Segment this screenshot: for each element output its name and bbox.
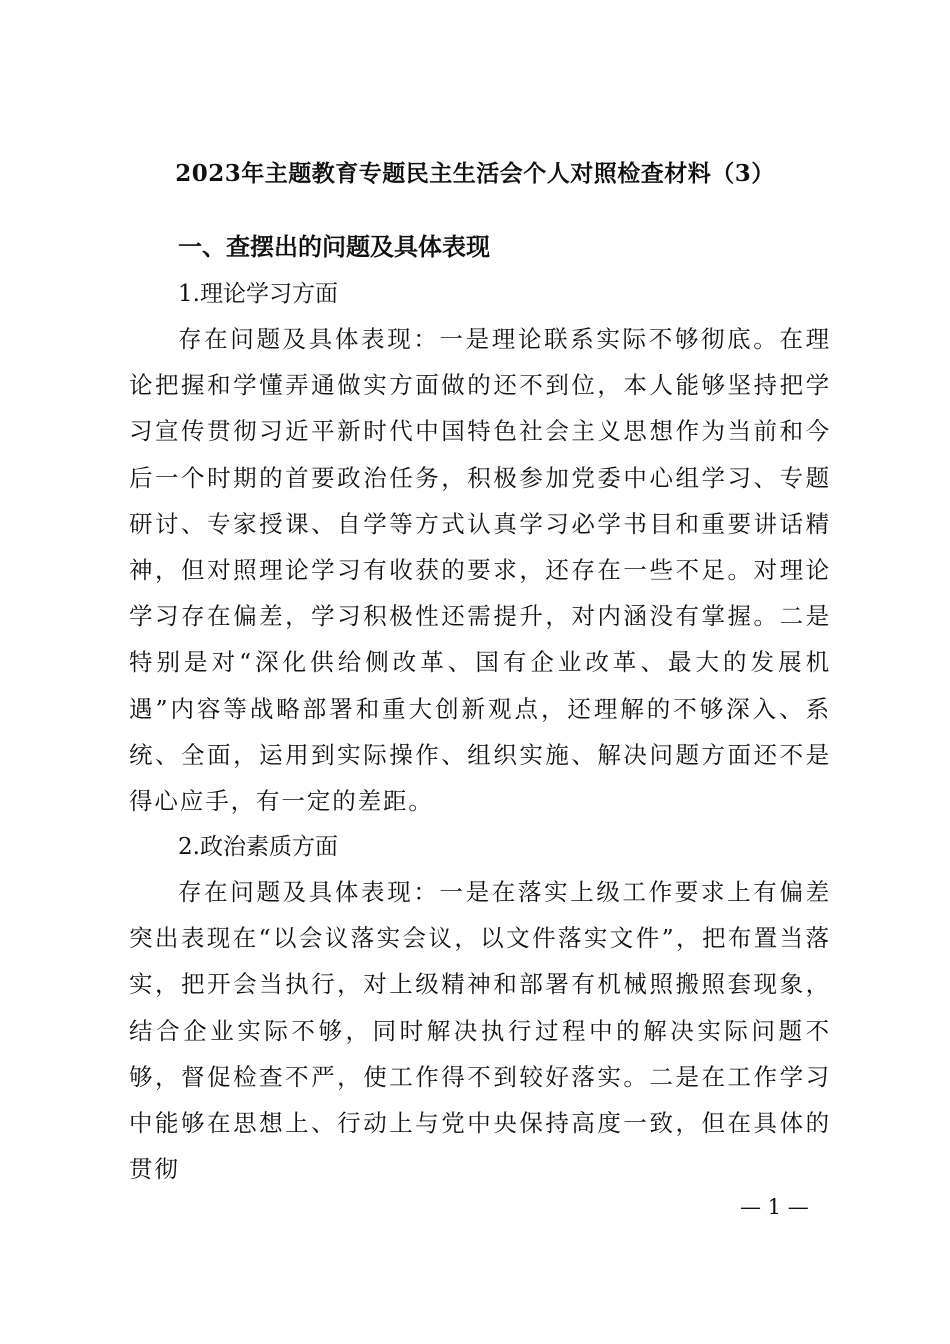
page-number: — 1 — [740,1195,809,1219]
paragraph-politics: 存在问题及具体表现：一是在落实上级工作要求上有偏差突出表现在“以会议落实会议，以文件落实文件”，把布置当落实，把开会当执行，对上级精神和部署有机械照搬照套现象，结合企业实际不够，同时解决执行过程中的解决实际问题不够，督促检查不严，使工作得不到较好落实。二是在工作学习中能够在思想上、行动上与党中央保持高度一致，但在具体的贯彻 [129,878,831,1184]
subsection-heading-theory: 1.理论学习方面 [178,281,338,307]
subsection-heading-politics: 2.政治素质方面 [178,834,338,860]
section-heading: 一、查摆出的问题及具体表现 [178,233,490,261]
paragraph-theory: 存在问题及具体表现：一是理论联系实际不够彻底。在理论把握和学懂弄通做实方面做的还不到位，本人能够坚持把学习宣传贯彻习近平新时代中国特色社会主义思想作为当前和今后一个时期的首要政治任务，积极参加党委中心组学习、专题研讨、专家授课、自学等方式认真学习必学书目和重要讲话精神，但对照理论学习有收获的要求，还存在一些不足。对理论学习存在偏差，学习积极性还需提升，对内涵没有掌握。二是特别是对“深化供给侧改革、国有企业改革、最大的发展机遇”内容等战略部署和重大创新观点，还理解的不够深入、系统、全面，运用到实际操作、组织实施、解决问题方面还不是得心应手，有一定的差距。 [129,325,831,816]
document-title: 2023年主题教育专题民主生活会个人对照检查材料（3） [175,160,775,187]
